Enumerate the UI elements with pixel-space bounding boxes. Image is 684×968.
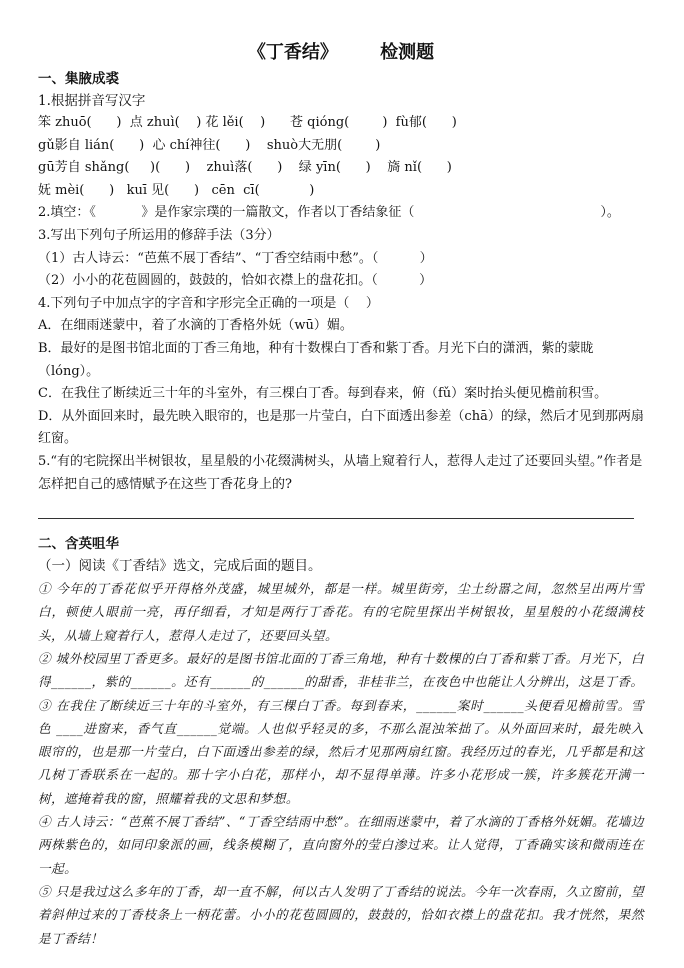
title-main: 《丁香结》 <box>247 42 338 63</box>
q4-option-d: D．从外面回来时，最先映入眼帘的，也是那一片莹白，白下面透出参差（chā）的绿，然后才见到那两扇红窗。 <box>38 408 644 447</box>
q4-option-b: B．最好的是图书馆北面的丁香三角地，种有十数棵白丁香和紫丁香。月光下白的潇洒，紫的蒙眬（lóng）。 <box>38 340 594 379</box>
passage-paragraph: ① 今年的丁香花似乎开得格外茂盛，城里城外，都是一样。城里街旁，尘土纷嚣之间，忽然呈出两片雪白，顿使人眼前一亮，再仔细看，才知是两行丁香花。有的宅院里探出半树银妆，星星般的小花缀满枝头，从墙上窥着行人，惹得人走过了，还要回头望。 <box>38 581 644 643</box>
q2-text: 2.填空：《 》是作家宗璞的一篇散文，作者以丁香结象征（ ）。 <box>38 205 620 221</box>
q1-line: 笨 zhuō( ) 点 zhuì( ) 花 lěi( ) 苍 qióng( ) fù郁( ) <box>38 115 457 130</box>
reading-instruction: （一）阅读《丁香结》选文，完成后面的题目。 <box>38 558 322 575</box>
q4-label: 4.下列句子中加点字的字音和字形完全正确的一项是（ ） <box>38 295 379 311</box>
q3-item: （1）古人诗云：“芭蕉不展丁香结”、“丁香空结雨中愁”。（ ） <box>38 250 433 266</box>
passage-paragraph: ④ 古人诗云：“芭蕉不展丁香结”、“丁香空结雨中愁”。在细雨迷蒙中，着了水滴的丁香格外妩媚。花墙边两株紫色的，如同印象派的画，线条模糊了，直向窗外的莹白渗过来。让人觉得，丁香确实该和微雨连在一起。 <box>38 814 644 876</box>
reading-passage <box>38 577 644 950</box>
q4-option-c: C．在我住了断续近三十年的斗室外，有三棵白丁香。每到春来，俯（fǔ）案时抬头便见檐前积雪。 <box>38 386 608 402</box>
q3-label: 3.写出下列句子所运用的修辞手法（3分） <box>38 227 280 243</box>
answer-line <box>38 518 634 519</box>
q5-text: 5.“有的宅院探出半树银妆，星星般的小花缀满树头，从墙上窥着行人，惹得人走过了还要回头望。”作者是怎样把自己的感情赋予在这些丁香花身上的? <box>38 453 643 492</box>
q1-line: 妩 mèi( ) kuī 见( ) cēn cī( ) <box>38 182 315 198</box>
section-two-heading: 二、含英咀华 <box>38 536 119 553</box>
passage-paragraph: ⑤ 只是我过这么多年的丁香，却一直不解，何以古人发明了丁香结的说法。今年一次春雨，久立窗前，望着斜伸过来的丁香枝条上一柄花蕾。小小的花苞圆圆的，鼓鼓的，恰如衣襟上的盘花扣。我才恍然，果然是丁香结！ <box>38 883 644 946</box>
page-title <box>38 38 644 68</box>
q1-line: gǔ影自 lián( ) 心 chí神往( ) shuò大无朋( ) <box>38 137 381 153</box>
q3-item: （2）小小的花苞圆圆的，鼓鼓的，恰如衣襟上的盘花扣。（ ） <box>38 273 433 289</box>
q4-option-a: A．在细雨迷蒙中，着了水滴的丁香格外妩（wū）媚。 <box>38 318 353 334</box>
passage-paragraph: ③ 在我住了断续近三十年的斗室外，有三棵白丁香。每到春来，______案时______头便看见檐前雪。雪色 ____进窗来，香气直______觉端。人也似乎轻灵的多，不那么混浊笨拙了。从外面回来时，最先映入眼帘的，也是那一片莹白，白下面透出参差的绿，然后才见那两扇红窗。我经历过的春光，几乎都是和这几树丁香联系在一起的。那十字小白花，那样小，却不显得单薄。许多小花形成一簇，许多簇花开满一树，遮掩着我的窗，照耀着我的文思和梦想。 <box>38 697 644 806</box>
q1-line: gū芳自 shǎng( )( ) zhuì落( ) 绿 yīn( ) 旖 nǐ( ) <box>38 160 452 176</box>
q1-label: 1.根据拼音写汉字 <box>38 93 146 109</box>
passage-paragraph: ② 城外校园里丁香更多。最好的是图书馆北面的丁香三角地，种有十数棵的白丁香和紫丁香。月光下，白得______，紫的______。还有______的______的甜香，非桂非兰，在夜色中也能让人分辨出，这是丁香。 <box>38 650 644 690</box>
title-sub: 检测题 <box>380 42 435 63</box>
section-one-heading: 一、集腋成裘 <box>38 71 119 87</box>
